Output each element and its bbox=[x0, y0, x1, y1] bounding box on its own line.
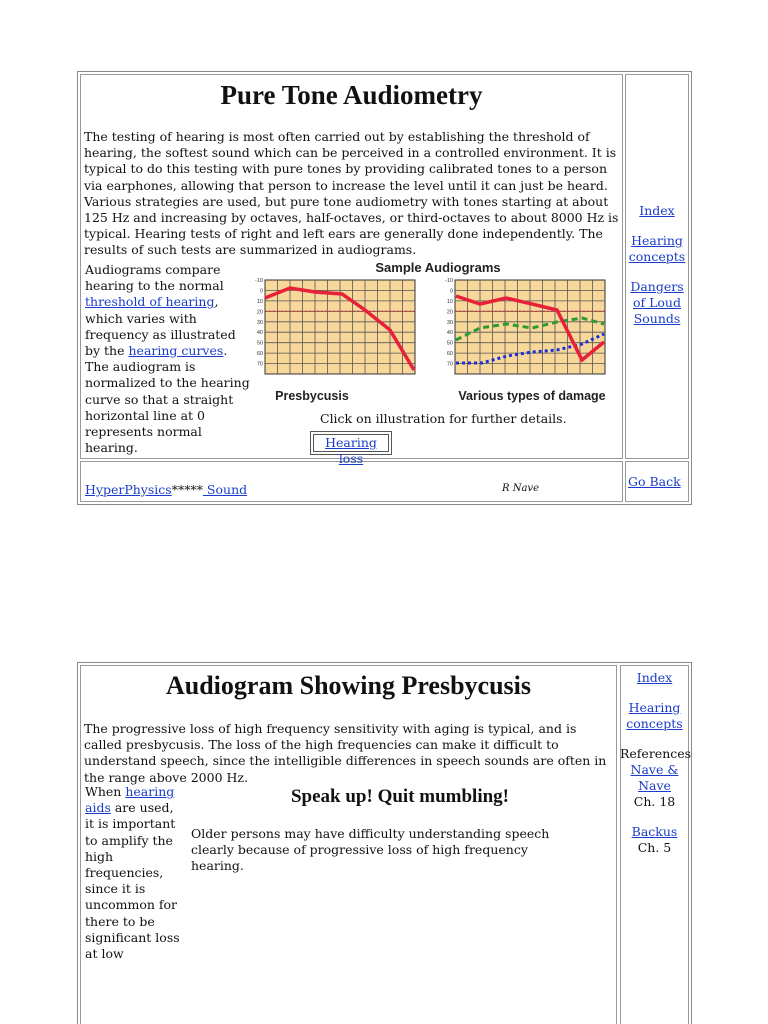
nave-link[interactable]: Nave & Nave bbox=[630, 762, 679, 793]
speak-up-heading: Speak up! Quit mumbling! bbox=[290, 786, 510, 807]
threshold-of-hearing-link[interactable]: threshold of hearing bbox=[85, 294, 215, 310]
references-label: References bbox=[620, 746, 692, 761]
nav-hearing-concepts-link[interactable]: Hearing concepts bbox=[628, 233, 686, 264]
section1-nav bbox=[626, 203, 688, 341]
nav-index-link[interactable]: Index bbox=[639, 203, 675, 218]
backus-chapter: Ch. 5 bbox=[637, 840, 672, 855]
svg-text:20: 20 bbox=[256, 309, 263, 316]
side-text-1: Audiograms compare hearing to the normal bbox=[85, 262, 224, 294]
nave-chapter: Ch. 18 bbox=[633, 794, 676, 809]
hearing-curves-link[interactable]: hearing curves bbox=[128, 343, 224, 359]
svg-text:60: 60 bbox=[256, 351, 263, 358]
section2-title: Audiogram Showing Presbycusis bbox=[165, 671, 532, 700]
side-text-2: , which varies with frequency as illustrated by the bbox=[85, 294, 236, 359]
damage-caption: Various types of damage bbox=[458, 389, 606, 403]
svg-text:0: 0 bbox=[259, 288, 263, 295]
audiogram-side-text bbox=[85, 262, 251, 456]
section2-nav bbox=[620, 670, 692, 870]
nav-dangers-link[interactable]: Dangers of Loud Sounds bbox=[630, 279, 684, 326]
left-y-axis-ticks bbox=[255, 278, 263, 368]
nav2-index-link[interactable]: Index bbox=[636, 670, 673, 685]
speak-up-body: Older persons may have difficulty understanding speech clearly because of progressive loss of high frequency hearing. bbox=[191, 826, 550, 874]
hearing-aids-text bbox=[85, 784, 183, 962]
hearing-aids-text-2: are used, it is important to amplify the high frequencies, since it is uncommon for there to be significant loss at low bbox=[85, 800, 180, 962]
sample-audiograms-figure[interactable] bbox=[252, 258, 614, 408]
hearing-loss-link[interactable]: Hearing loss bbox=[325, 435, 377, 466]
rating-stars: ***** bbox=[171, 482, 203, 497]
svg-text:-10: -10 bbox=[445, 278, 453, 284]
svg-text:10: 10 bbox=[446, 298, 453, 305]
hearing-aids-link[interactable]: hearing aids bbox=[85, 784, 175, 816]
damage-grid bbox=[455, 280, 605, 374]
nav2-hearing-concepts-link[interactable]: Hearing concepts bbox=[626, 700, 683, 731]
figure-title: Sample Audiograms bbox=[375, 260, 501, 275]
page-title: Pure Tone Audiometry bbox=[220, 80, 483, 110]
presbycusis-caption: Presbycusis bbox=[275, 389, 349, 403]
svg-text:0: 0 bbox=[449, 288, 453, 295]
author-name: R Nave bbox=[502, 483, 539, 494]
side-text-3: . The audiogram is normalized to the hearing curve so that a straight horizontal line at 0 represents normal hearing. bbox=[85, 343, 250, 456]
svg-text:20: 20 bbox=[446, 309, 453, 316]
presbycusis-grid bbox=[265, 280, 415, 374]
section2-intro: The progressive loss of high frequency sensitivity with aging is typical, and is called presbycusis. The loss of the high frequencies can make it difficult to understand speech, since the intelligible differences in speech sounds are often in the range above 2000 Hz. bbox=[84, 721, 607, 785]
hearing-aids-text-1: When bbox=[85, 784, 122, 799]
right-y-axis-ticks bbox=[445, 278, 453, 368]
svg-text:10: 10 bbox=[256, 298, 263, 305]
go-back-link[interactable]: Go Back bbox=[628, 474, 681, 489]
svg-text:30: 30 bbox=[446, 319, 453, 326]
hearing-loss-box bbox=[310, 431, 392, 466]
svg-text:-10: -10 bbox=[255, 278, 263, 284]
svg-text:50: 50 bbox=[256, 340, 263, 347]
svg-text:50: 50 bbox=[446, 340, 453, 347]
svg-text:40: 40 bbox=[256, 330, 263, 337]
backus-link[interactable]: Backus bbox=[631, 824, 678, 839]
sound-link[interactable]: Sound bbox=[202, 482, 248, 497]
click-illustration-text: Click on illustration for further details. bbox=[320, 411, 567, 426]
svg-text:70: 70 bbox=[256, 361, 263, 368]
svg-text:60: 60 bbox=[446, 351, 453, 358]
svg-text:30: 30 bbox=[256, 319, 263, 326]
svg-text:40: 40 bbox=[446, 330, 453, 337]
footer-links bbox=[85, 482, 385, 498]
intro-paragraph: The testing of hearing is most often carried out by establishing the threshold of hearing, the softest sound which can be perceived in a controlled environment. It is typical to do this testing with pure tones by providing calibrated tones to a person via earphones, allowing that person to increase the level until it can just be heard. Various strategies are used, but pure tone audiometry with tones starting at about 125 Hz and increasing by octaves, half-octaves, or third-octaves to about 8000 Hz is typical. Hearing tests of right and left ears are generally done independently. The results of such tests are summarized in audiograms. bbox=[84, 129, 619, 258]
hyperphysics-link[interactable]: HyperPhysics bbox=[85, 482, 172, 497]
svg-text:70: 70 bbox=[446, 361, 453, 368]
go-back-area bbox=[628, 474, 688, 490]
